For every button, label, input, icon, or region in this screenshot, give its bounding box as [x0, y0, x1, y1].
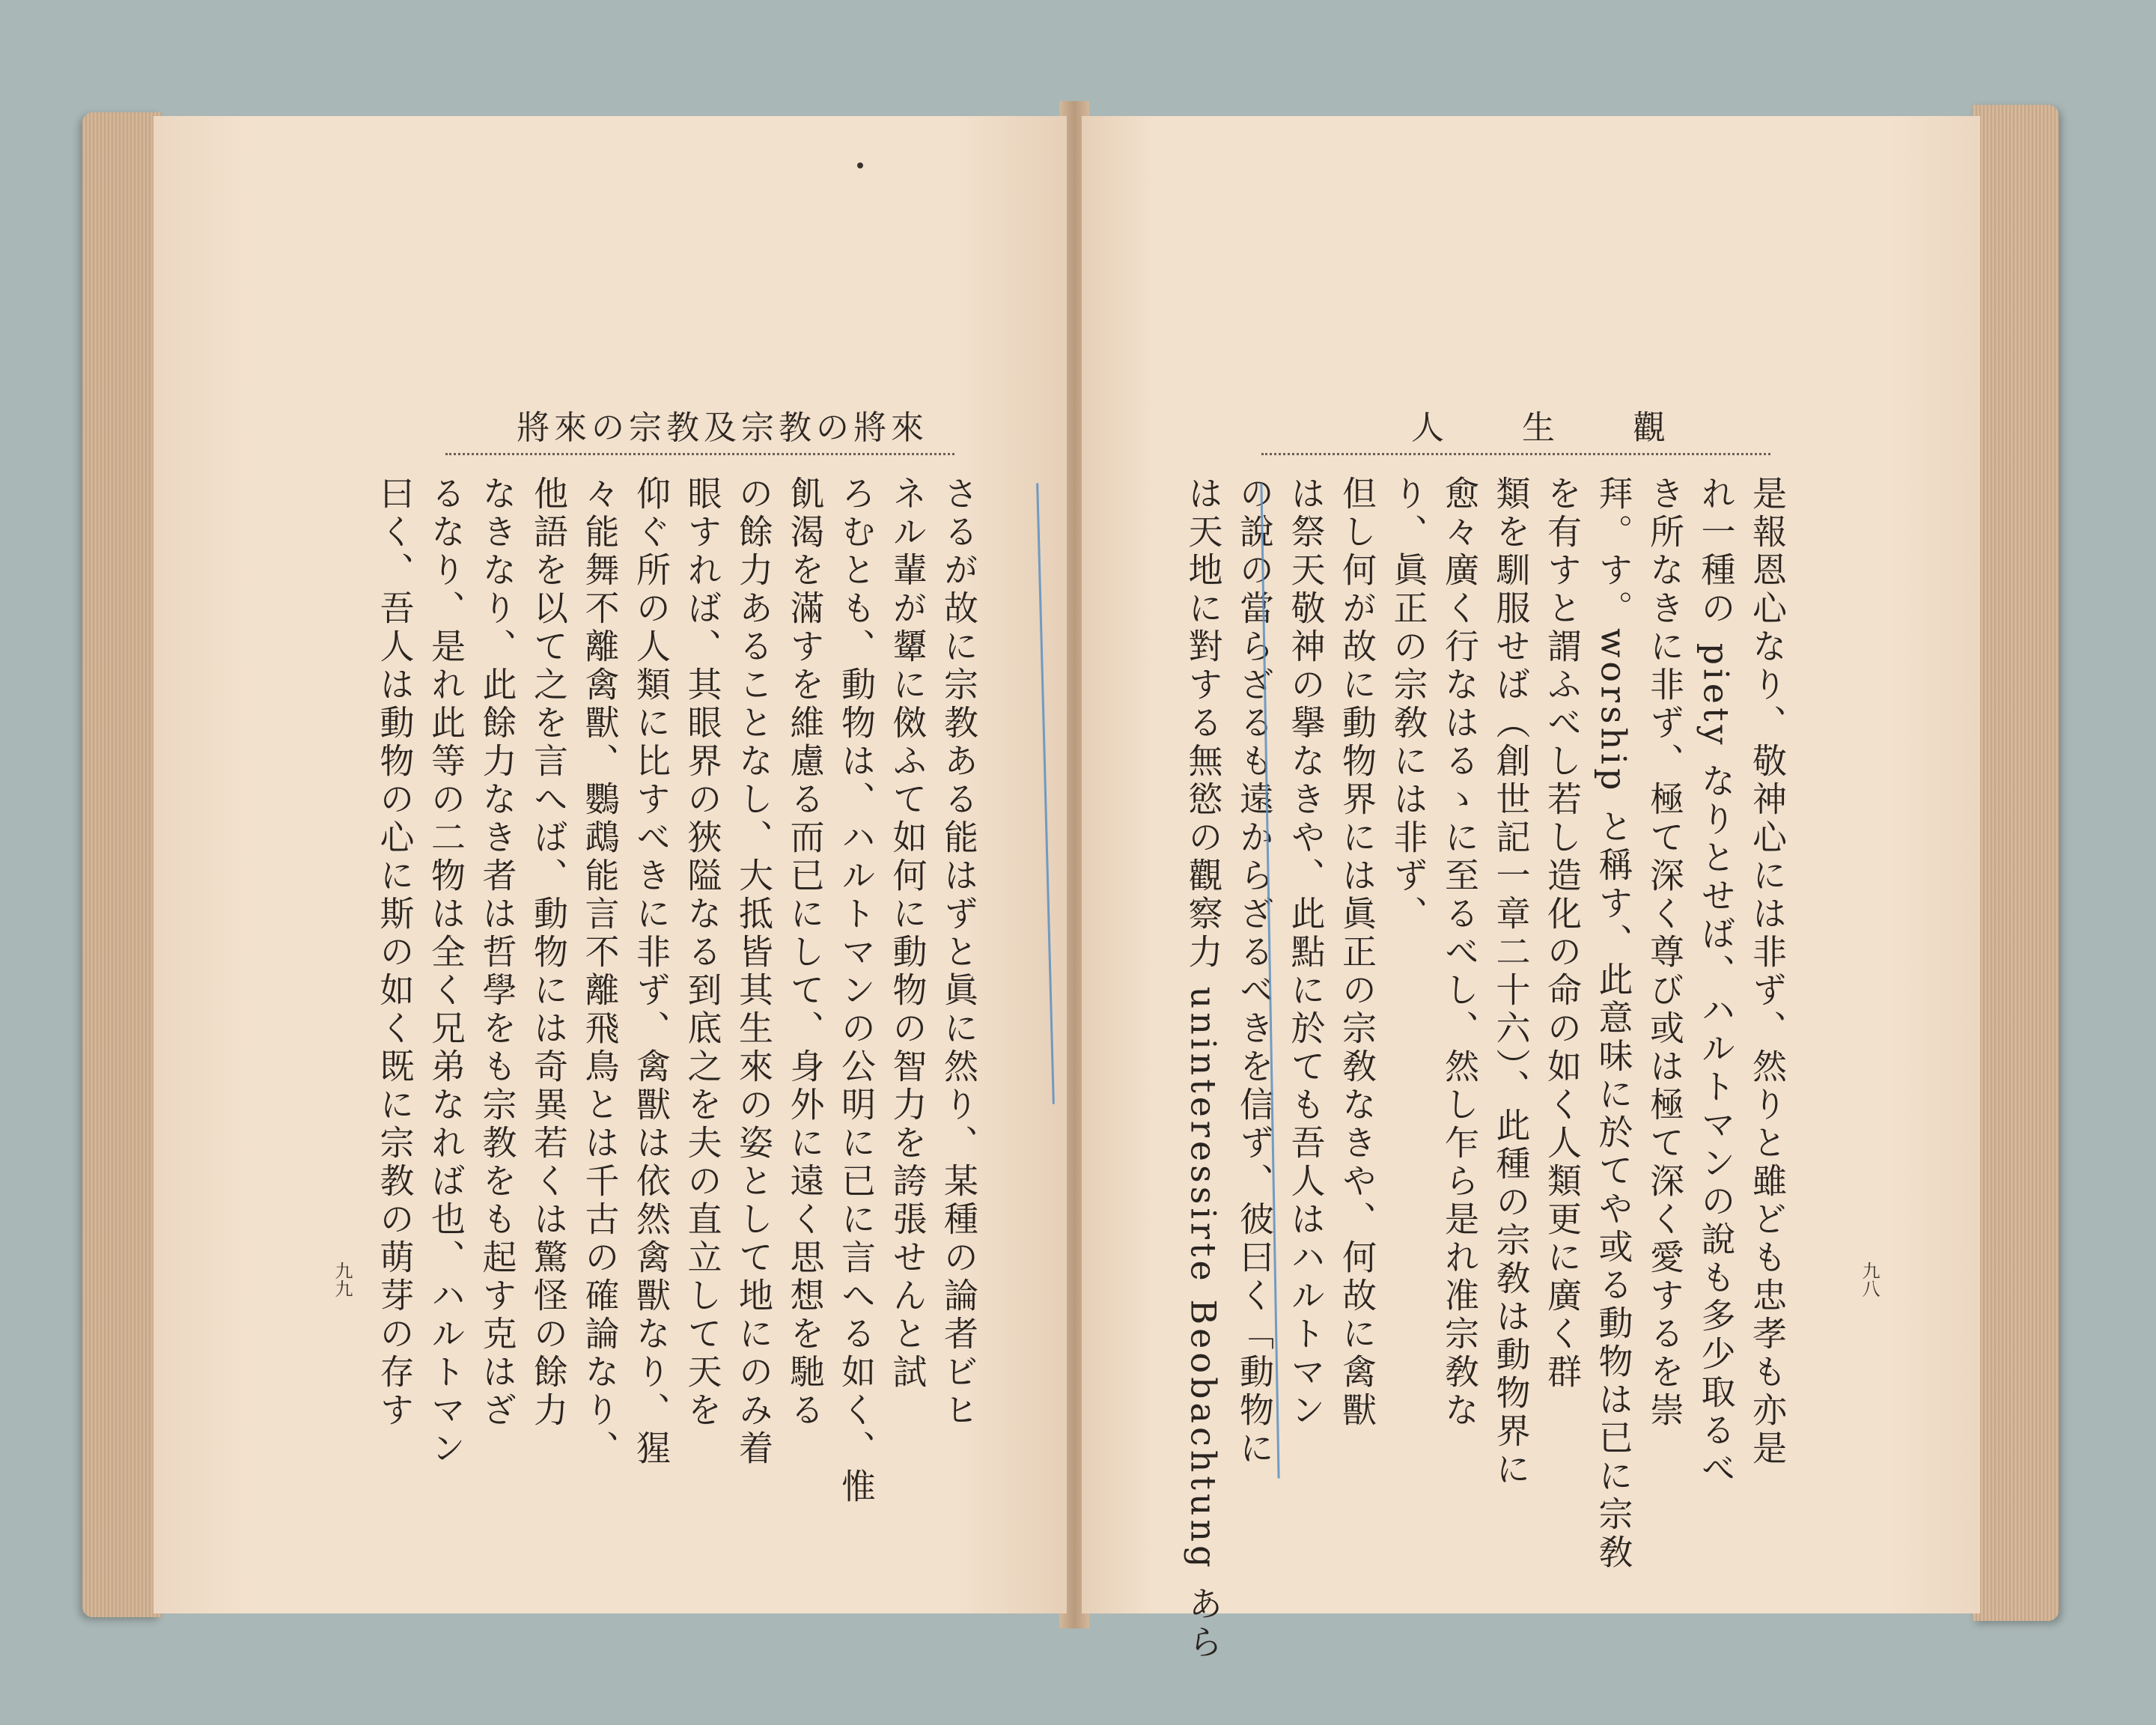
left-page: [153, 116, 1067, 1613]
text-column: 類を馴服せば（創世記一章二十六）、此種の宗敎は動物界に: [1490, 475, 1532, 1489]
text-column: は天地に對する無慾の觀察力 uninteressirte Beobachtung あら: [1183, 475, 1224, 1663]
text-column: ろむとも、動物は、ハルトマンの公明に已に言へる如く、惟: [836, 475, 877, 1506]
right-page-number: 九八: [1859, 1262, 1880, 1297]
text-column: 眼すれば、其眼界の狹隘なる到底之を夫の直立して天を: [682, 475, 723, 1430]
right-head-rule: [1261, 453, 1770, 455]
text-column: り、眞正の宗敎には非ず、: [1388, 475, 1429, 934]
text-column: き所なきに非ず、極て深く尊び或は極て深く愛するを崇: [1645, 475, 1685, 1430]
text-column: 愈々廣く行なはるゝに至るべし、然し乍ら是れ准宗敎な: [1440, 475, 1480, 1430]
open-book: [82, 101, 2059, 1663]
left-page-edges: [82, 112, 161, 1617]
right-page: [1082, 116, 1980, 1663]
text-column: は祭天敬神の擧なきや、此點に於ても吾人はハルトマン: [1285, 475, 1327, 1430]
text-column: なきなり、此餘力なき者は哲學をも宗教をも起す克はざ: [477, 475, 518, 1430]
text-column: るなり、是れ此等の二物は全く兄弟なれば也、ハルトマン: [426, 475, 466, 1468]
text-column: 々能舞不離禽獸、鸚鵡能言不離飛鳥とは千古の確論なり、: [579, 475, 621, 1468]
ink-spot: [857, 162, 863, 168]
text-column: 拜。す。worship と稱す、此意味に於てや或る動物は已に宗敎: [1593, 475, 1634, 1573]
pencil-mark: [1036, 483, 1055, 1104]
text-column: 是報恩心なり、敬神心には非ず、然りと雖ども忠孝も亦是: [1747, 475, 1788, 1468]
text-column: 他語を以て之を言へば、動物には奇異若くは驚怪の餘力: [529, 475, 569, 1430]
right-page-edges: [1973, 105, 2059, 1621]
text-column: れ一種の piety なりとせば、ハルトマンの說も多少取るべ: [1696, 475, 1737, 1489]
left-head-rule: [445, 453, 954, 455]
text-column: 曰く、吾人は動物の心に斯の如く既に宗教の萌芽の存す: [374, 475, 415, 1430]
text-column: の餘力あることなし、大抵皆其生來の姿として地にのみ着: [734, 475, 774, 1468]
right-running-head: 人 生 觀: [1411, 409, 1688, 447]
left-page-number: 九九: [332, 1262, 353, 1297]
text-column: を有すと謂ふべし若し造化の命の如く人類更に廣く群: [1542, 475, 1583, 1392]
left-running-head: 將來の宗教及宗教の將來: [517, 409, 928, 447]
text-column: ネル輩が顰に傚ふて如何に動物の智力を誇張せんと試: [887, 475, 928, 1392]
left-text-block: [348, 475, 984, 1628]
text-column: 但し何が故に動物界には眞正の宗敎なきや、何故に禽獸: [1337, 475, 1377, 1430]
text-column: 飢渴を滿すを維慮る而已にして、身外に遠く思想を馳る: [785, 475, 826, 1430]
text-column: の說の當らざるも遠からざるべきを信ず、彼曰く「動物に: [1234, 475, 1275, 1468]
text-column: 仰ぐ所の人類に比すべきに非ず、禽獸は依然禽獸なり、猩: [631, 475, 672, 1468]
text-column: さるが故に宗教ある能はずと眞に然り、某種の論者ビヒ: [939, 475, 979, 1430]
